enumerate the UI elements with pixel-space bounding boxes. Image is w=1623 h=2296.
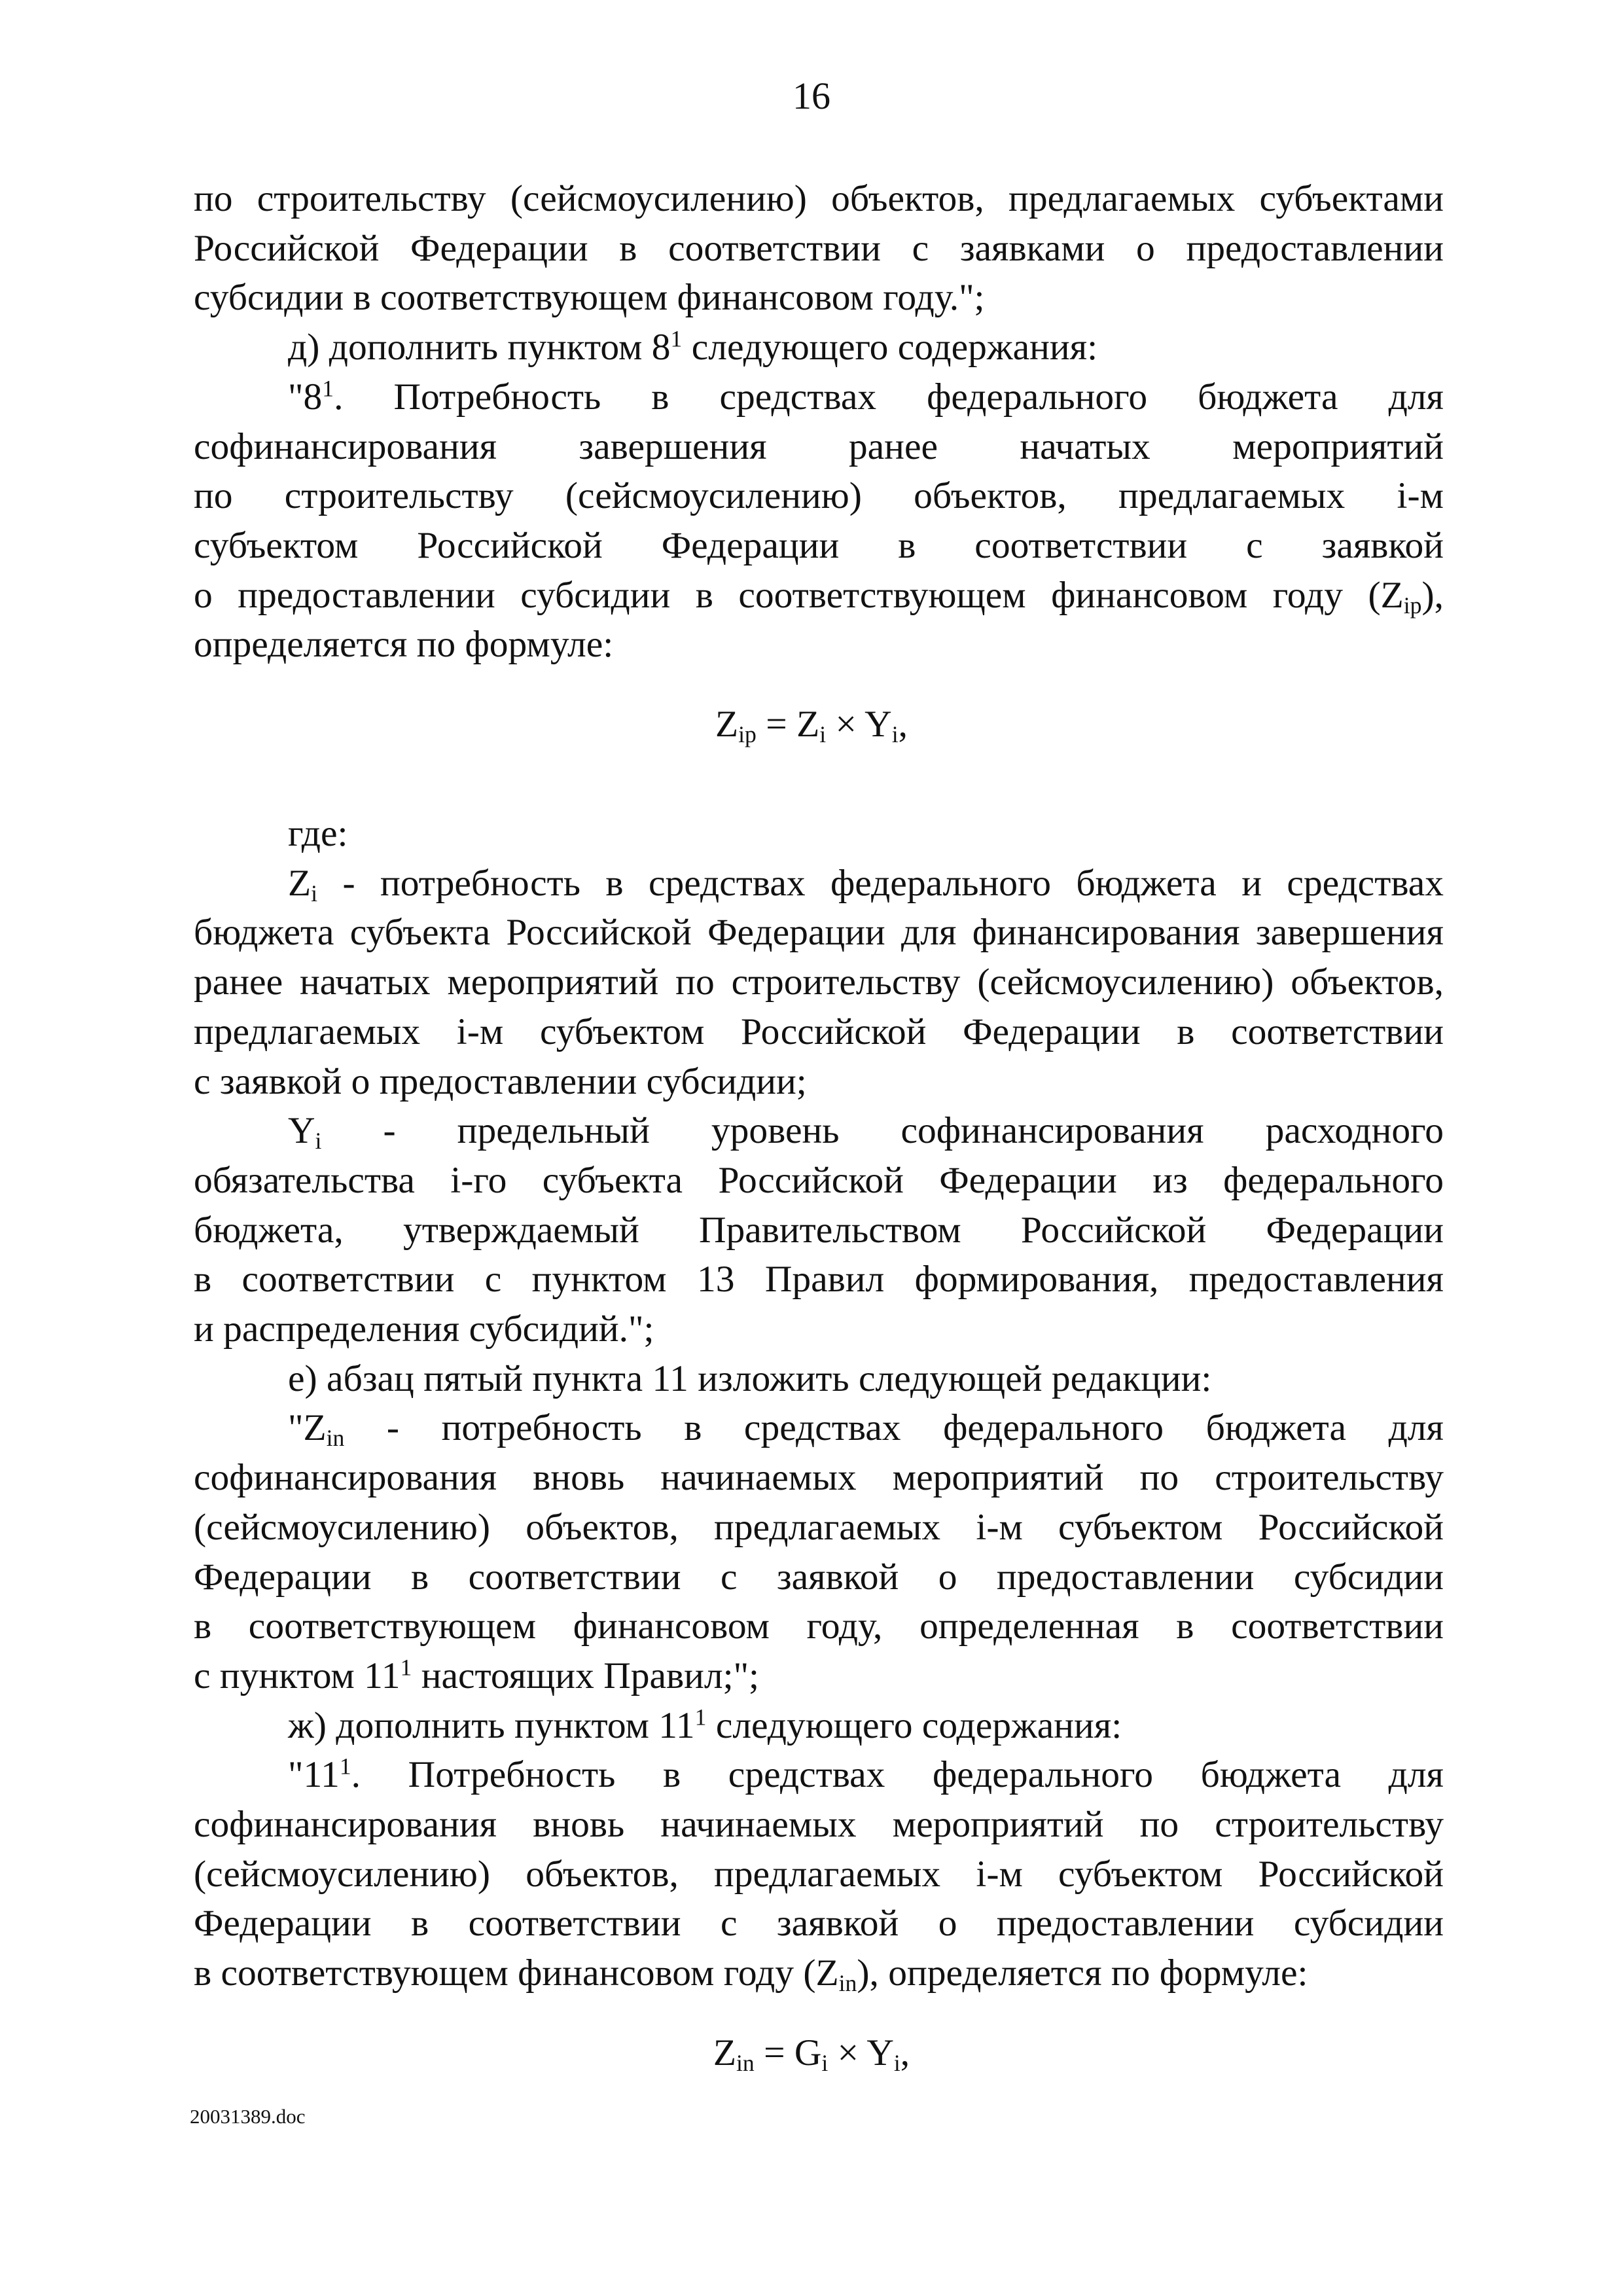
formula-zip: $Z_{ip} = Z_i \times Y_i$, <box>715 704 908 747</box>
point-8-1-line: софинансирования завершения ранее начатых мероприятий <box>194 425 1444 467</box>
yi-definition-line: и распределения субсидий."; <box>194 1308 654 1350</box>
zi-definition-line: с заявкой о предоставлении субсидии; <box>194 1060 807 1102</box>
yi-definition-line: обязательства i-го субъекта Российской Федерации из федерального <box>194 1159 1444 1201</box>
zin-definition-line: с пунктом $11^1$ настоящих Правил;"; <box>194 1654 760 1696</box>
yi-definition-line: в соответствии с пунктом 13 Правил формирования, предоставления <box>194 1259 1444 1300</box>
zin-definition-line: в соответствующем финансовом году, определенная в соответствии <box>194 1605 1444 1647</box>
yi-definition: $Y_i$ - предельный уровень софинансирования расходного <box>288 1110 1444 1155</box>
paragraph-continuation: Российской Федерации в соответствии с заявками о предоставлении <box>194 227 1444 269</box>
item-e: е) абзац пятый пункта 11 изложить следующей редакции: <box>288 1357 1212 1399</box>
paragraph-continuation: субсидии в соответствующем финансовом году."; <box>194 277 985 319</box>
zin-definition: "$Z_{in}$ - потребность в средствах федерального бюджета для <box>288 1407 1444 1452</box>
point-8-1-line: по строительству (сейсмоусилению) объектов, предлагаемых i-м <box>194 475 1444 517</box>
point-11-1-line: софинансирования вновь начинаемых мероприятий по строительству <box>194 1804 1444 1846</box>
point-8-1-heading: "$8^1$. Потребность в средствах федерального бюджета для <box>288 375 1444 418</box>
footer-filename: 20031389.doc <box>190 2105 306 2128</box>
page-number: 16 <box>793 75 830 117</box>
document-body-middle <box>194 809 1444 1998</box>
item-d: д) дополнить пунктом $8^1$ следующего содержания: <box>288 325 1098 368</box>
yi-definition-line: бюджета, утверждаемый Правительством Российской Федерации <box>194 1209 1444 1251</box>
zi-definition-line: бюджета субъекта Российской Федерации для финансирования завершения <box>194 912 1444 954</box>
where-label: где: <box>288 813 348 854</box>
zi-definition-line: предлагаемых i-м субъектом Российской Федерации в соответствии <box>194 1011 1444 1052</box>
formula-zin: $Z_{in} = G_i \times Y_i$, <box>713 2032 910 2076</box>
zin-definition-line: Федерации в соответствии с заявкой о предоставлении субсидии <box>194 1556 1444 1598</box>
paragraph-continuation: по строительству (сейсмоусилению) объектов, предлагаемых субъектами <box>194 178 1444 219</box>
point-8-1-line: определяется по формуле: <box>194 624 614 666</box>
point-8-1-line: субъектом Российской Федерации в соответствии с заявкой <box>194 524 1444 566</box>
zin-definition-line: (сейсмоусилению) объектов, предлагаемых i-м субъектом Российской <box>194 1506 1444 1548</box>
point-8-1-line: о предоставлении субсидии в соответствующем финансовом году $(Z_{ip})$, <box>194 574 1444 619</box>
document-body-top <box>194 174 1444 670</box>
item-zh: ж) дополнить пунктом $11^1$ следующего содержания: <box>288 1704 1122 1746</box>
point-11-1-heading: "$11^1$. Потребность в средствах федерального бюджета для <box>288 1753 1444 1796</box>
point-11-1-line: Федерации в соответствии с заявкой о предоставлении субсидии <box>194 1903 1444 1945</box>
point-11-1-line: в соответствующем финансовом году $(Z_{in})$, определяется по формуле: <box>194 1952 1308 1997</box>
zin-definition-line: софинансирования вновь начинаемых мероприятий по строительству <box>194 1457 1444 1499</box>
zi-definition: $Z_i$ - потребность в средствах федерального бюджета и средствах <box>288 862 1444 906</box>
point-11-1-line: (сейсмоусилению) объектов, предлагаемых i-м субъектом Российской <box>194 1853 1444 1895</box>
zi-definition-line: ранее начатых мероприятий по строительству (сейсмоусилению) объектов, <box>194 961 1444 1003</box>
